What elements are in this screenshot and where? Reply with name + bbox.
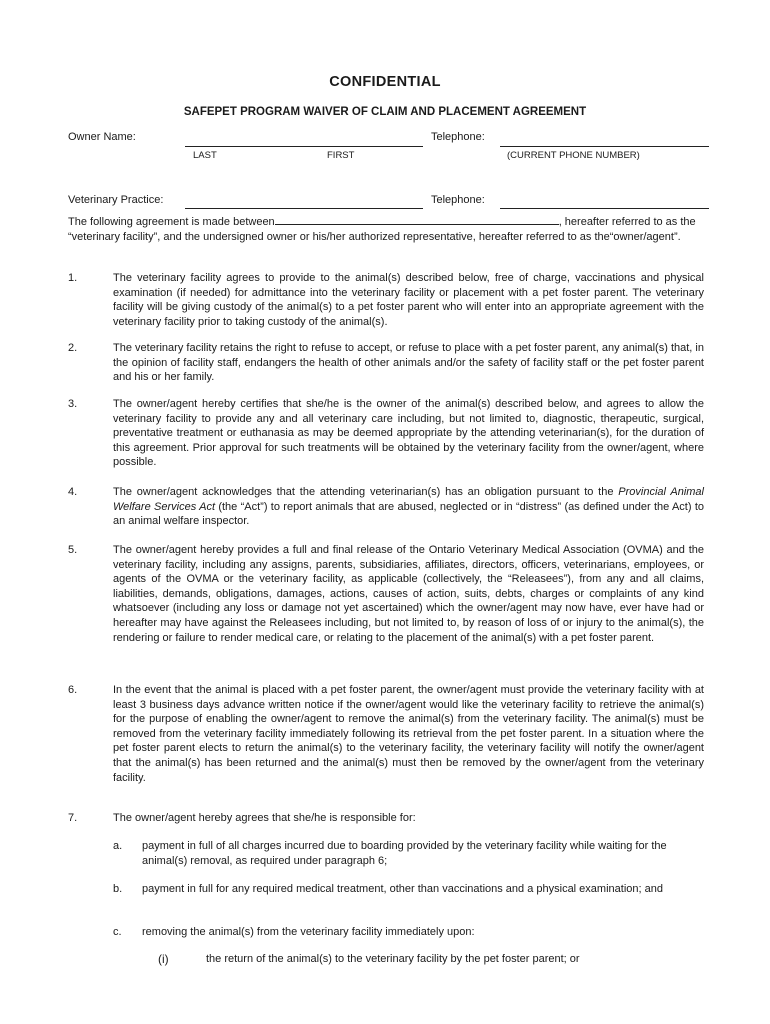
clause-7: [68, 811, 704, 826]
clause-text: The veterinary facility agrees to provide to the animal(s) described below, free of charge, vaccinations and physical examination (if needed) for admittance into the veterinary facility or placement with a pet foster parent. The veterinary facility will be giving custody of the animal(s) to a pet foster parent who will enter into an appropriate agreement with the veterinary facility prior to taking custody of the animal(s).: [113, 272, 704, 328]
intro-paragraph: [68, 214, 704, 245]
subclause-text: payment in full for any required medical treatment, other than vaccinations and a physical examination; and: [142, 883, 663, 895]
roman-item-i: [158, 952, 678, 967]
telephone-field[interactable]: [500, 146, 709, 147]
clause-text-part: The owner/agent acknowledges that the attending veterinarian(s) has an obligation pursuant to the: [113, 486, 619, 498]
subclause-letter: c.: [113, 926, 122, 938]
clause-text: The owner/agent hereby certifies that she/he is the owner of the animal(s) described below, and agrees to allow the veterinary facility to provide any and all veterinary care including, but not limited to, diagnostic, therapeutic, surgical, preventative treatment or euthanasia as may be deemed appropriate by the attending veterinarian(s), for the duration of this agreement. Prior approval for such treatments will be obtained by the veterinary facility from the owner/agent, where possible.: [113, 398, 704, 469]
subclause-letter: a.: [113, 840, 123, 852]
phone-caption: (CURRENT PHONE NUMBER): [507, 150, 640, 161]
last-name-caption: LAST: [193, 150, 217, 161]
clause-6: [68, 683, 704, 785]
subclause-c: [113, 925, 693, 940]
subclause-a: [113, 839, 693, 868]
clause-1: [68, 271, 704, 329]
clause-number: 1.: [68, 272, 78, 284]
clause-text: [113, 485, 704, 529]
clause-text: The owner/agent hereby agrees that she/he is responsible for:: [113, 812, 416, 824]
roman-text: the return of the animal(s) to the veterinary facility by the pet foster parent; or: [206, 953, 580, 965]
telephone2-label: Telephone:: [431, 194, 485, 206]
subclause-b: [113, 882, 693, 897]
owner-name-field[interactable]: [185, 146, 423, 147]
agreement-title: SAFEPET PROGRAM WAIVER OF CLAIM AND PLACEMENT AGREEMENT: [183, 106, 587, 118]
clause-5: [68, 543, 704, 645]
first-name-caption: FIRST: [327, 150, 355, 161]
confidential-heading: CONFIDENTIAL: [329, 74, 441, 90]
telephone-label: Telephone:: [431, 131, 485, 143]
intro-part2: , hereafter referred to as the “veterinary facility”, and the undersigned owner or his/her authorized representative, hereafter referred to as the“owner/agent”.: [68, 216, 696, 243]
act-name: Provincial Animal Welfare Services Act: [113, 486, 704, 513]
facility-name-blank[interactable]: [275, 214, 559, 225]
clause-3: [68, 397, 704, 470]
clause-text: The veterinary facility retains the right to refuse to accept, or refuse to place with a pet foster parent, any animal(s) that, in the opinion of facility staff, endangers the health of other animals and/or the safety of facility staff or the pet foster parent and his or her family.: [113, 342, 704, 384]
clause-text: In the event that the animal is placed with a pet foster parent, the owner/agent must provide the veterinary facility with at least 3 business days advance written notice if the owner/agent would like the veterinary facility to retrieve the animal(s) for the purpose of enabling the owner/agent to remove the animal(s) from the veterinary facility. The animal(s) must be removed from the veterinary facility immediately following its retrieval from the pet foster parent. In a situation where the pet foster parent elects to return the animal(s) to the veterinary facility, the veterinary facility will notify the owner/agent that the animal(s) has been returned and the animal(s) must then be removed by the owner/agent from the veterinary facility.: [113, 684, 704, 784]
roman-numeral: (i): [158, 952, 169, 966]
subclause-text: payment in full of all charges incurred due to boarding provided by the veterinary facility while waiting for the animal(s) removal, as required under paragraph 6;: [142, 840, 667, 867]
intro-part1: The following agreement is made between: [68, 216, 275, 228]
owner-name-label: Owner Name:: [68, 131, 136, 143]
clause-number: 5.: [68, 544, 78, 556]
subclause-letter: b.: [113, 883, 123, 895]
clause-number: 3.: [68, 398, 78, 410]
clause-number: 6.: [68, 684, 78, 696]
telephone2-field[interactable]: [500, 208, 709, 209]
vet-practice-label: Veterinary Practice:: [68, 194, 164, 206]
vet-practice-field[interactable]: [185, 208, 423, 209]
clause-number: 7.: [68, 812, 78, 824]
clause-text: The owner/agent hereby provides a full and final release of the Ontario Veterinary Medical Association (OVMA) and the veterinary facility, including any assigns, parents, subsidiaries, affiliates, directors, officers, veterinarians, employees, or agents of the OVMA or the veterinary facility, as applicable (collectively, the “Releasees”), from any and all claims, liabilities, demands, obligations, damages, actions, causes of action, suits, debts, charges or complaints of any kind whatsoever (including any loss or damage not yet ascertained) which the owner/agent may now have, ever have had or hereafter may have against the Releasees including, but not limited to, by reason of loss of or injury to the animal(s), the rendering or failure to render medical care, or relating to the placement of the animal(s) with a pet foster parent.: [113, 544, 704, 644]
clause-number: 2.: [68, 342, 78, 354]
clause-4: [68, 485, 704, 529]
subclause-text: removing the animal(s) from the veterinary facility immediately upon:: [142, 926, 475, 938]
clause-text-part: (the “Act”) to report animals that are abused, neglected or in “distress” (as defined under the Act) to an animal welfare inspector.: [113, 500, 704, 528]
clause-number: 4.: [68, 486, 78, 498]
clause-2: [68, 341, 704, 385]
